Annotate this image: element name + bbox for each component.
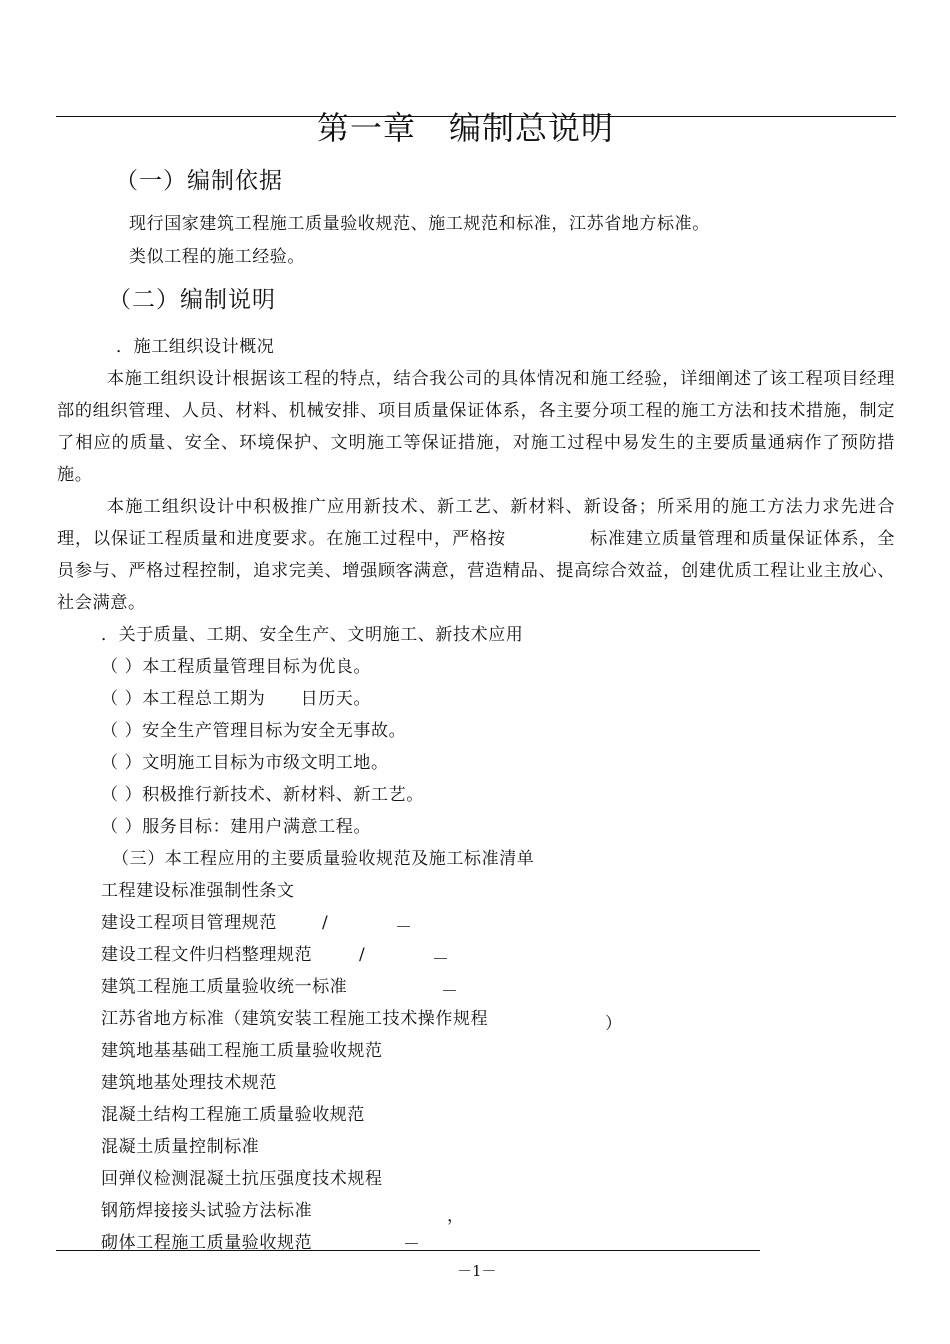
standard-3-slash: / [359,945,365,965]
section2-sub2-title: ．关于质量、工期、安全生产、文明施工、新技术应用 [101,625,524,645]
standard-item-7: 建筑地基处理技术规范 [101,1073,277,1093]
standard-11-comma: ， [447,1206,464,1226]
chapter-title: 第一章 编制总说明 [317,109,615,147]
standard-item-3: 建设工程文件归档整理规范 [101,945,313,965]
bottom-rule [56,1250,760,1251]
goal-item-3: （ ）安全生产管理目标为安全无事故。 [101,721,407,741]
standard-item-12: 砌体工程施工质量验收规范 [101,1233,313,1253]
standard-5-close-paren: ） [605,1014,622,1034]
section3-heading: （三）本工程应用的主要质量验收规范及施工标准清单 [112,849,535,869]
standard-item-6: 建筑地基基础工程施工质量验收规范 [101,1041,383,1061]
goal-item-1: （ ）本工程质量管理目标为优良。 [101,657,372,677]
standard-item-1: 工程建设标准强制性条文 [101,881,295,901]
standard-item-4: 建筑工程施工质量验收统一标准 [101,977,348,997]
goal-item-6: （ ）服务目标：建用户满意工程。 [101,817,372,837]
goal-item-4: （ ）文明施工目标为市级文明工地。 [101,753,389,773]
standard-item-9: 混凝土质量控制标准 [101,1137,260,1157]
standard-3-dash: － [432,950,449,970]
paragraph-2-part-1: 本施工组织设计中积极推广应用新技术、新工艺、新材料、新设备；所采用的施工方法力求先进合理，以保证工程质量和进度要求。在施工过程中，严格按 [57,497,895,549]
standard-2-dash: － [395,918,412,938]
standard-2-slash: / [322,913,328,933]
page-number: －1－ [457,1262,497,1280]
goal-item-2: （ ）本工程总工期为 日历天。 [101,689,372,709]
section2-heading: （二）编制说明 [108,287,276,313]
goal-item-5: （ ）积极推行新技术、新材料、新工艺。 [101,785,424,805]
standard-item-11: 钢筋焊接接头试验方法标准 [101,1201,313,1221]
section2-paragraph-2 [57,491,895,619]
standard-item-10: 回弹仪检测混凝土抗压强度技术规程 [101,1169,383,1189]
standard-4-dash: － [441,982,458,1002]
standard-item-5: 江苏省地方标准（建筑安装工程施工技术操作规程 [101,1009,489,1029]
paragraph-2-part-2: 标准建立质量管理和质量保证体系，全员参与、严格过程控制，追求完美、增强顾客满意，营造精品、提高综合效益，创建优质工程让业主放心、社会满意。 [57,529,895,613]
section2-sub1-title: ．施工组织设计概况 [116,337,275,357]
section1-heading: （一）编制依据 [115,168,283,194]
standard-item-8: 混凝土结构工程施工质量验收规范 [101,1105,365,1125]
standard-item-2: 建设工程项目管理规范 [101,913,277,933]
section1-line-1: 现行国家建筑工程施工质量验收规范、施工规范和标准，江苏省地方标准。 [129,214,710,234]
section1-line-2: 类似工程的施工经验。 [129,247,305,267]
standard-12-dash: － [403,1235,420,1255]
section2-paragraph-1: 本施工组织设计根据该工程的特点，结合我公司的具体情况和施工经验，详细阐述了该工程项目经理部的组织管理、人员、材料、机械安排、项目质量保证体系，各主要分项工程的施工方法和技术措施，制定了相应的质量、安全、环境保护、文明施工等保证措施，对施工过程中易发生的主要质量通病作了预防措施。 [57,369,895,485]
